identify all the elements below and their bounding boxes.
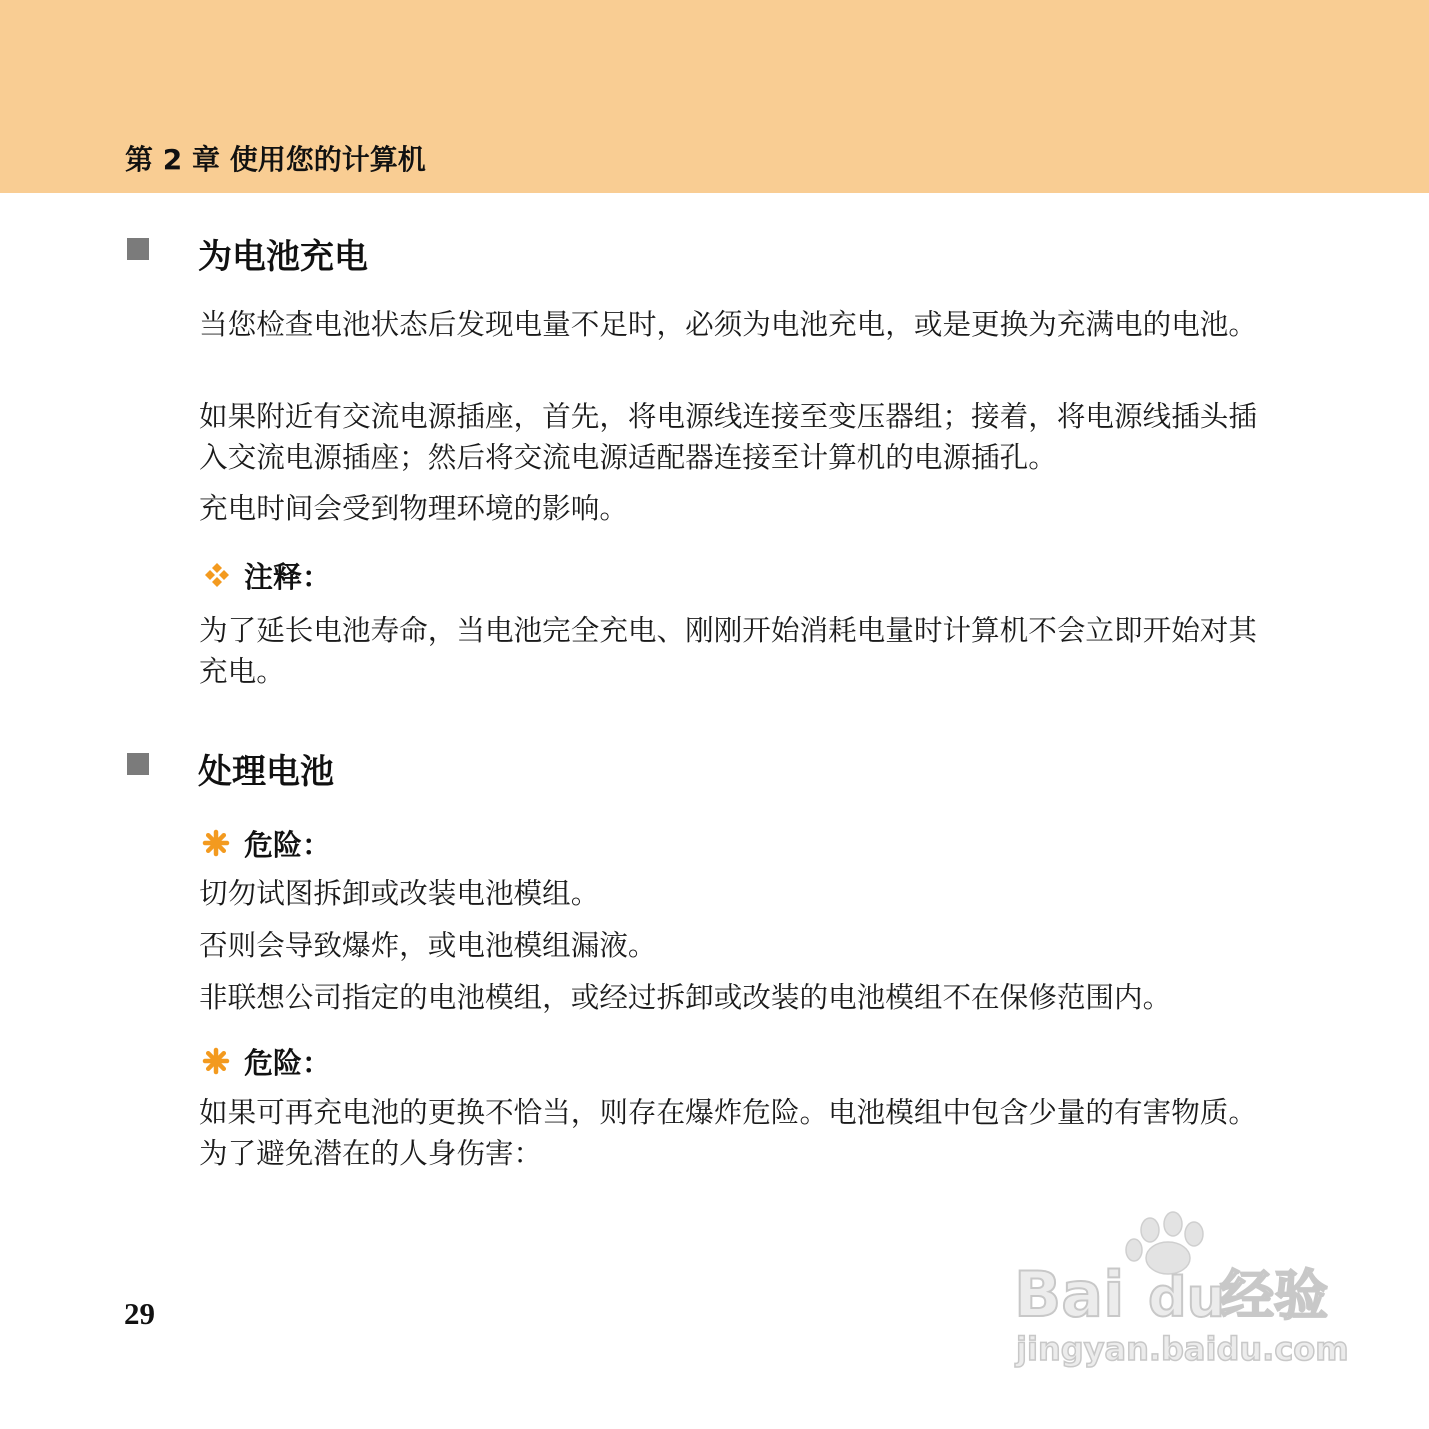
note-heading	[202, 555, 331, 595]
paragraph: 否则会导致爆炸，或电池模组漏液。	[199, 928, 657, 962]
square-bullet-icon	[127, 238, 149, 260]
asterisk-icon	[202, 1047, 230, 1075]
baidu-jingyan-watermark-logo	[1010, 1210, 1350, 1380]
danger-heading	[202, 823, 331, 863]
section-title-handling: 处理电池	[198, 752, 334, 792]
square-bullet-icon	[127, 753, 149, 775]
paragraph: 如果附近有交流电源插座，首先，将电源线连接至变压器组；接着，将电源线插头插入交流电源插座；然后将交流电源适配器连接至计算机的电源插孔。	[199, 399, 1257, 474]
chapter-title: 第 2 章 使用您的计算机	[125, 143, 426, 176]
paragraph: 非联想公司指定的电池模组，或经过拆卸或改装的电池模组不在保修范围内。	[199, 980, 1172, 1014]
svg-text:Bai: Bai	[1014, 1258, 1125, 1331]
section-title-charging: 为电池充电	[198, 237, 368, 277]
paragraph: 充电时间会受到物理环境的影响。	[199, 491, 628, 525]
paragraph: 如果可再充电池的更换不恰当，则存在爆炸危险。电池模组中包含少量的有害物质。为了避免潜在的人身伤害：	[199, 1095, 1257, 1170]
diamond-cluster-icon	[202, 560, 232, 590]
svg-text:du: du	[1148, 1266, 1226, 1329]
note-label: 注释：	[244, 559, 332, 594]
paragraph: 当您检查电池状态后发现电量不足时，必须为电池充电，或是更换为充满电的电池。	[199, 307, 1257, 341]
danger-label: 危险：	[244, 827, 332, 862]
asterisk-icon	[202, 829, 230, 857]
page-number: 29	[124, 1296, 155, 1331]
danger-heading	[202, 1041, 331, 1081]
danger-label: 危险：	[244, 1045, 332, 1080]
svg-text:jingyan.baidu.com: jingyan.baidu.com	[1016, 1330, 1349, 1368]
note-text: 为了延长电池寿命，当电池完全充电、刚刚开始消耗电量时计算机不会立即开始对其充电。	[199, 613, 1257, 688]
svg-text:经验: 经验	[1220, 1264, 1328, 1327]
paragraph: 切勿试图拆卸或改装电池模组。	[199, 876, 600, 910]
